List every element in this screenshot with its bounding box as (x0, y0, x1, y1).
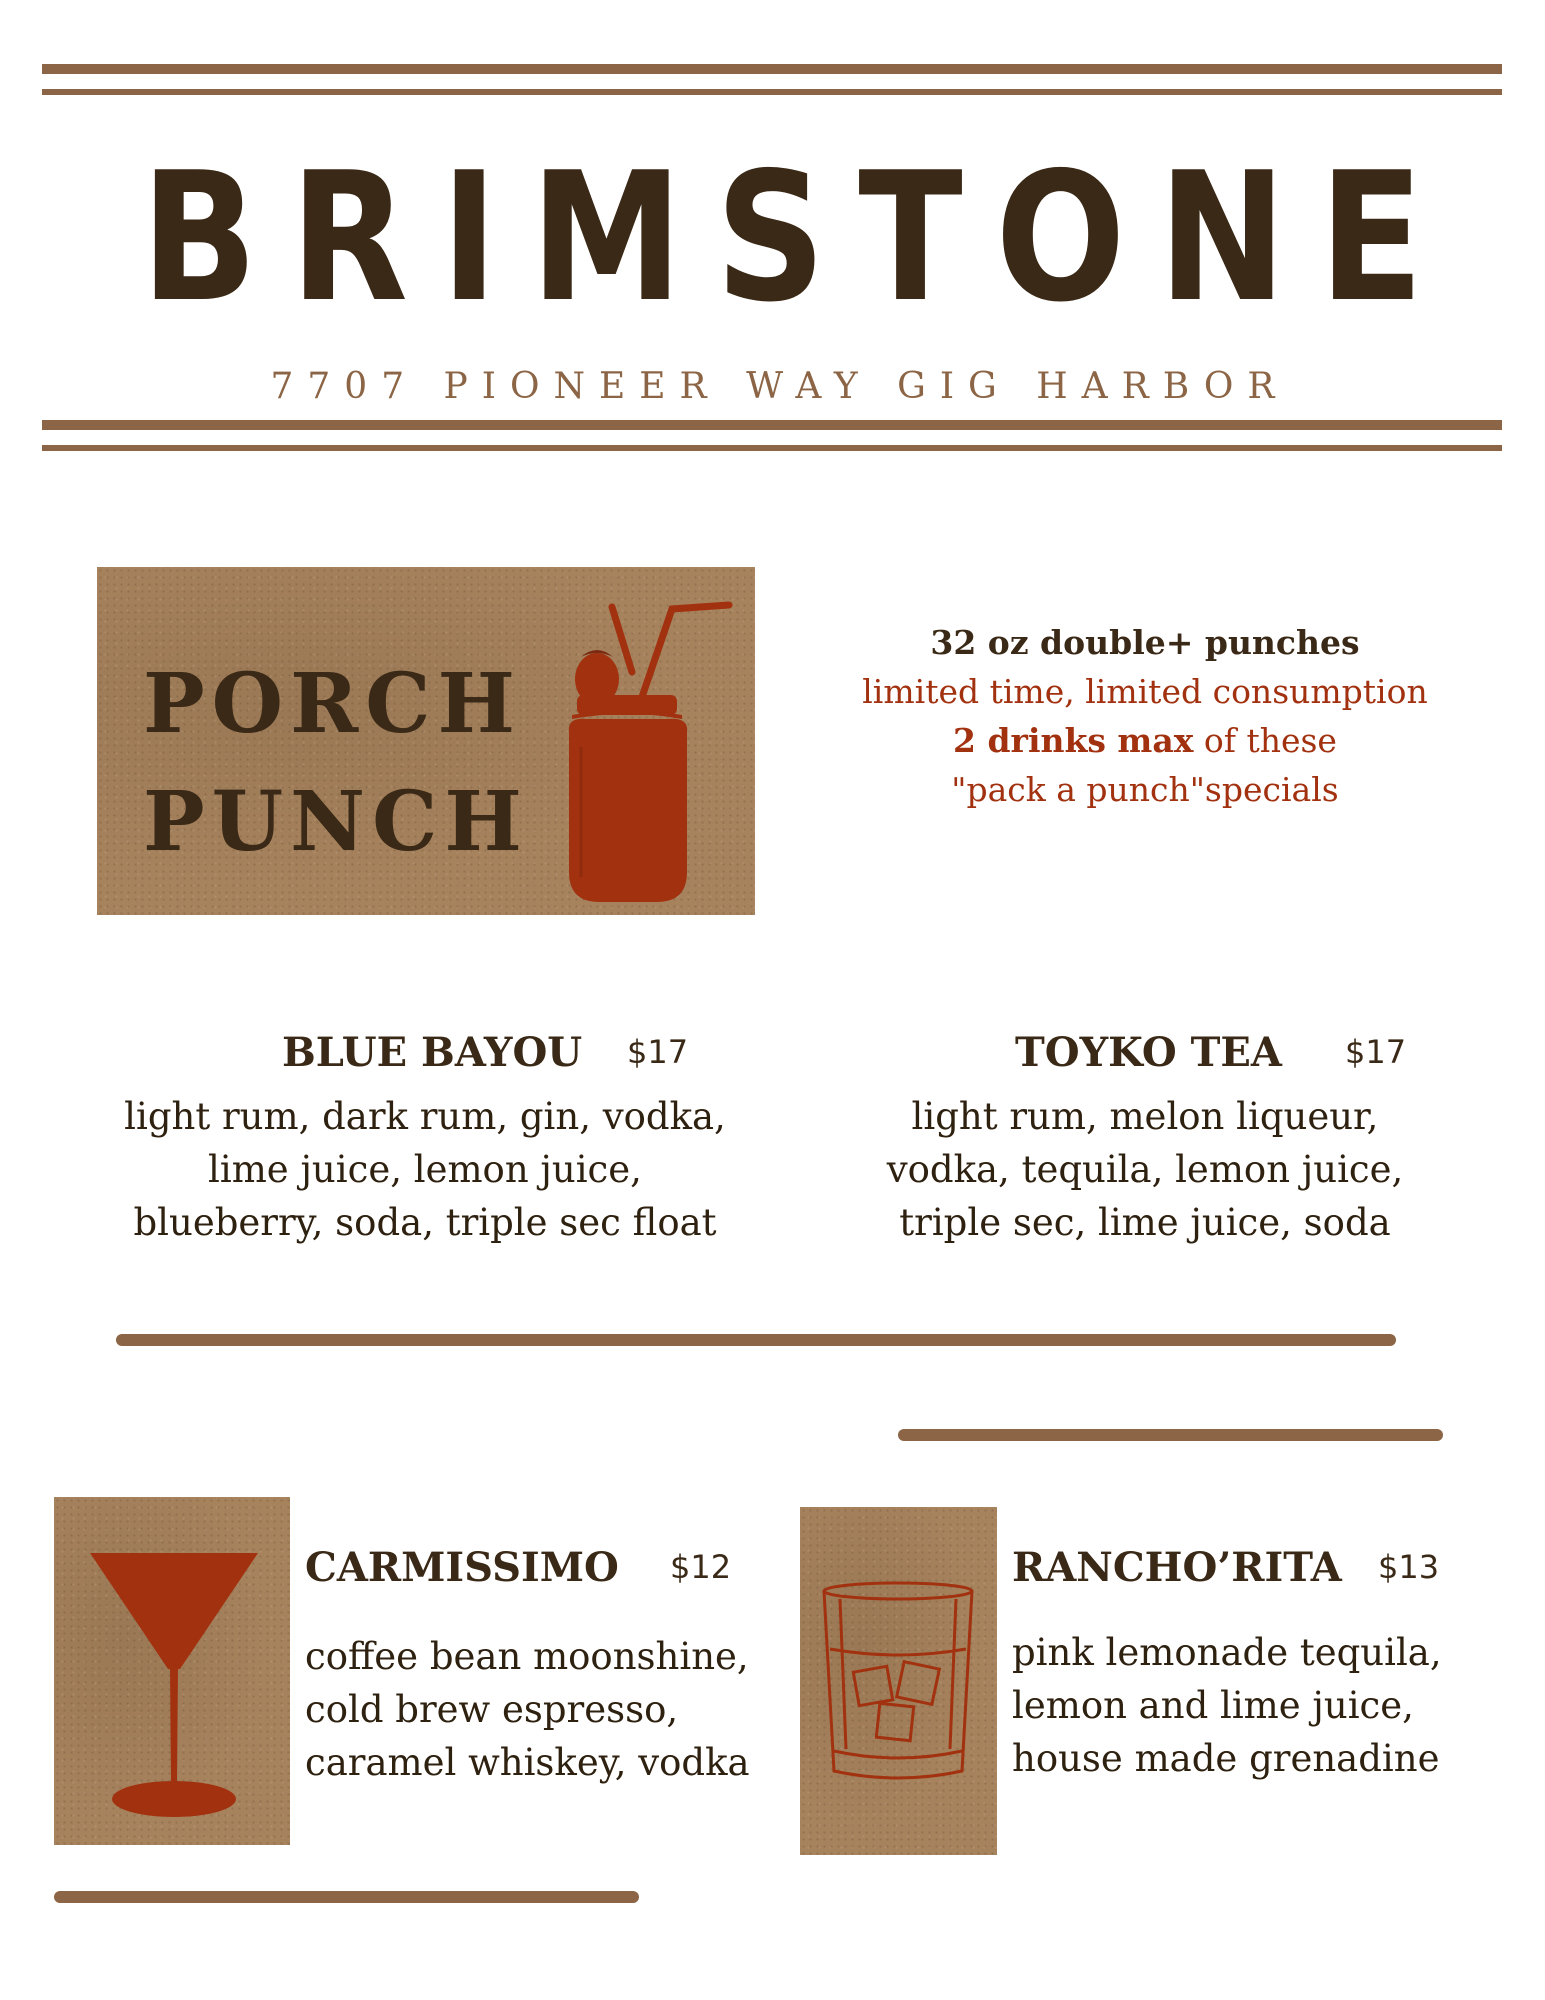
drink-price-ranchorita: $13 (1378, 1548, 1440, 1586)
desc-line: blueberry, soda, triple sec float (133, 1201, 717, 1244)
desc-line: light rum, melon liqueur, (911, 1095, 1379, 1138)
restaurant-title: BRIMSTONE (140, 134, 1457, 341)
promo-drink-limit: 2 drinks max (953, 721, 1194, 760)
porch-punch-card (97, 567, 755, 915)
carmissimo-image-card (54, 1497, 290, 1845)
drink-desc-blue-bayou (110, 1090, 740, 1249)
porch-punch-line2: PUNCH (143, 774, 529, 870)
drink-price-blue-bayou: $17 (627, 1033, 689, 1071)
ranchorita-image-card (800, 1507, 997, 1855)
mason-jar-icon (547, 597, 747, 907)
header-rule-bottom-1 (42, 420, 1502, 430)
desc-line: light rum, dark rum, gin, vodka, (124, 1095, 726, 1138)
porch-punch-line1: PORCH (143, 656, 522, 752)
section-divider (116, 1334, 1396, 1346)
drink-price-toyko-tea: $17 (1345, 1033, 1407, 1071)
desc-line: coffee bean moonshine, (305, 1635, 749, 1678)
drink-desc-ranchorita (1012, 1626, 1442, 1785)
drink-name-blue-bayou: BLUE BAYOU (282, 1029, 583, 1076)
header-rule-top-2 (42, 89, 1502, 95)
section-divider-short (898, 1429, 1443, 1441)
porch-punch-promo (845, 618, 1445, 814)
drink-name-ranchorita: RANCHO’RITA (1012, 1544, 1342, 1591)
drink-desc-carmissimo (305, 1630, 750, 1789)
desc-line: vodka, tequila, lemon juice, (886, 1148, 1404, 1191)
drink-name-carmissimo: CARMISSIMO (305, 1544, 619, 1591)
drink-price-carmissimo: $12 (670, 1548, 732, 1586)
porch-punch-title (143, 645, 529, 881)
drink-name-toyko-tea: TOYKO TEA (1015, 1029, 1282, 1076)
rocks-glass-icon (818, 1579, 978, 1789)
header-rule-bottom-2 (42, 445, 1502, 451)
promo-line-4: "pack a punch"specials (951, 770, 1339, 809)
drink-desc-toyko-tea (840, 1090, 1450, 1249)
header-rule-top-1 (42, 64, 1502, 74)
desc-line: house made grenadine (1012, 1737, 1440, 1780)
desc-line: caramel whiskey, vodka (305, 1741, 750, 1784)
desc-line: triple sec, lime juice, soda (899, 1201, 1391, 1244)
desc-line: pink lemonade tequila, (1012, 1631, 1442, 1674)
desc-line: lime juice, lemon juice, (208, 1148, 642, 1191)
promo-line-1: 32 oz double+ punches (930, 623, 1360, 662)
desc-line: lemon and lime juice, (1012, 1684, 1414, 1727)
desc-line: cold brew espresso, (305, 1688, 679, 1731)
promo-line-3 (845, 716, 1445, 765)
promo-line-2: limited time, limited consumption (862, 672, 1428, 711)
footer-divider (54, 1891, 639, 1903)
martini-glass-icon (84, 1549, 264, 1829)
promo-line-3-rest: of these (1193, 721, 1337, 760)
restaurant-address: 7707 PIONEER WAY GIG HARBOR (270, 366, 1289, 407)
